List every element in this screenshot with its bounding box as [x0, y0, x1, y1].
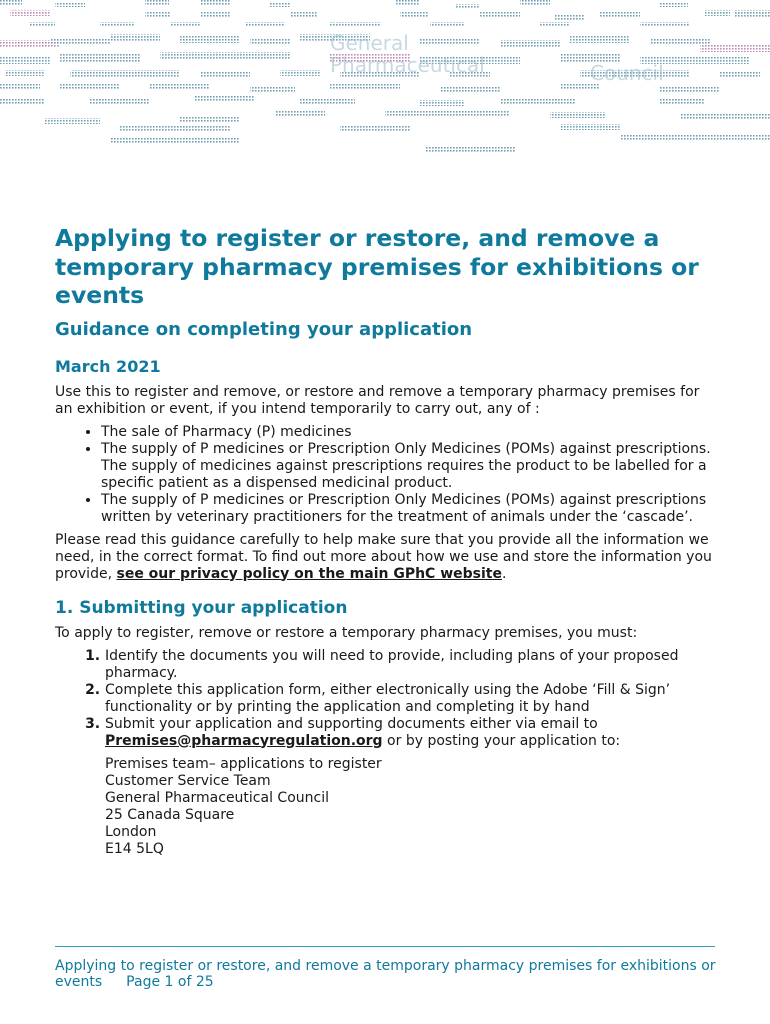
- steps-list: [55, 648, 720, 750]
- svg-text:Council: Council: [590, 61, 664, 85]
- address-line: General Pharmaceutical Council: [105, 789, 329, 806]
- section-heading-submitting: 1. Submitting your application: [55, 597, 348, 618]
- footer-divider: [55, 946, 715, 947]
- step-item: 2. Complete this application form, either electronically using the Adobe ‘Fill & Sign’ functionality or by printing the application and completing it by hand: [105, 682, 720, 716]
- step-item: 1. Identify the documents you will need to provide, including plans of your proposed pharmacy.: [105, 648, 720, 682]
- bullet-item: • The sale of Pharmacy (P) medicines: [101, 424, 720, 441]
- svg-text:General: General: [330, 31, 409, 55]
- step3-text-after: or by posting your application to:: [382, 732, 621, 749]
- gphc-logo-banner: [0, 0, 770, 160]
- address-line: Customer Service Team: [105, 772, 271, 789]
- section-intro: To apply to register, remove or restore a temporary pharmacy premises, you must:: [55, 624, 638, 641]
- bullet-item: • The supply of P medicines or Prescription Only Medicines (POMs) against prescriptions written by veterinary practitioners for the treatment of animals under the ‘cascade’.: [101, 492, 720, 526]
- document-subtitle: Guidance on completing your application: [55, 318, 473, 340]
- page-number: Page 1 of 25: [126, 974, 214, 990]
- step3-text-before: Submit your application and supporting documents either via email to: [105, 715, 598, 732]
- postal-address: [105, 756, 720, 858]
- page-footer: [55, 958, 720, 990]
- document-body: [55, 224, 720, 858]
- document-date: March 2021: [55, 356, 161, 376]
- bullet-item: • The supply of P medicines or Prescription Only Medicines (POMs) against prescriptions. The supply of medicines against prescriptions requires the product to be labelled for a specific patient as a dispensed medicinal product.: [101, 441, 720, 492]
- footer-title: Applying to register or restore, and remove a temporary pharmacy premises for exhibitions or events: [55, 958, 716, 990]
- address-line: 25 Canada Square: [105, 806, 235, 823]
- privacy-policy-link[interactable]: see our privacy policy on the main GPhC website: [116, 565, 502, 582]
- privacy-text-before: Please read this guidance carefully to help make sure that you provide all the information we need, in the correct format. To find out more about how we use and store the information you provide,: [55, 531, 712, 582]
- address-line: E14 5LQ: [105, 840, 164, 857]
- address-line: London: [105, 823, 157, 840]
- privacy-paragraph: [55, 532, 720, 583]
- privacy-text-after: .: [501, 565, 507, 582]
- svg-text:Pharmaceutical: Pharmaceutical: [330, 53, 485, 77]
- intro-paragraph: Use this to register and remove, or restore and remove a temporary pharmacy premises for an exhibition or event, if you intend temporarily to carry out, any of :: [55, 383, 700, 417]
- activity-bullet-list: [55, 424, 720, 526]
- address-line: Premises team– applications to register: [105, 755, 382, 772]
- step-item: [105, 716, 720, 750]
- document-title: Applying to register or restore, and remove a temporary pharmacy premises for exhibitions or events: [55, 224, 699, 309]
- premises-email-link[interactable]: Premises@pharmacyregulation.org: [105, 732, 383, 749]
